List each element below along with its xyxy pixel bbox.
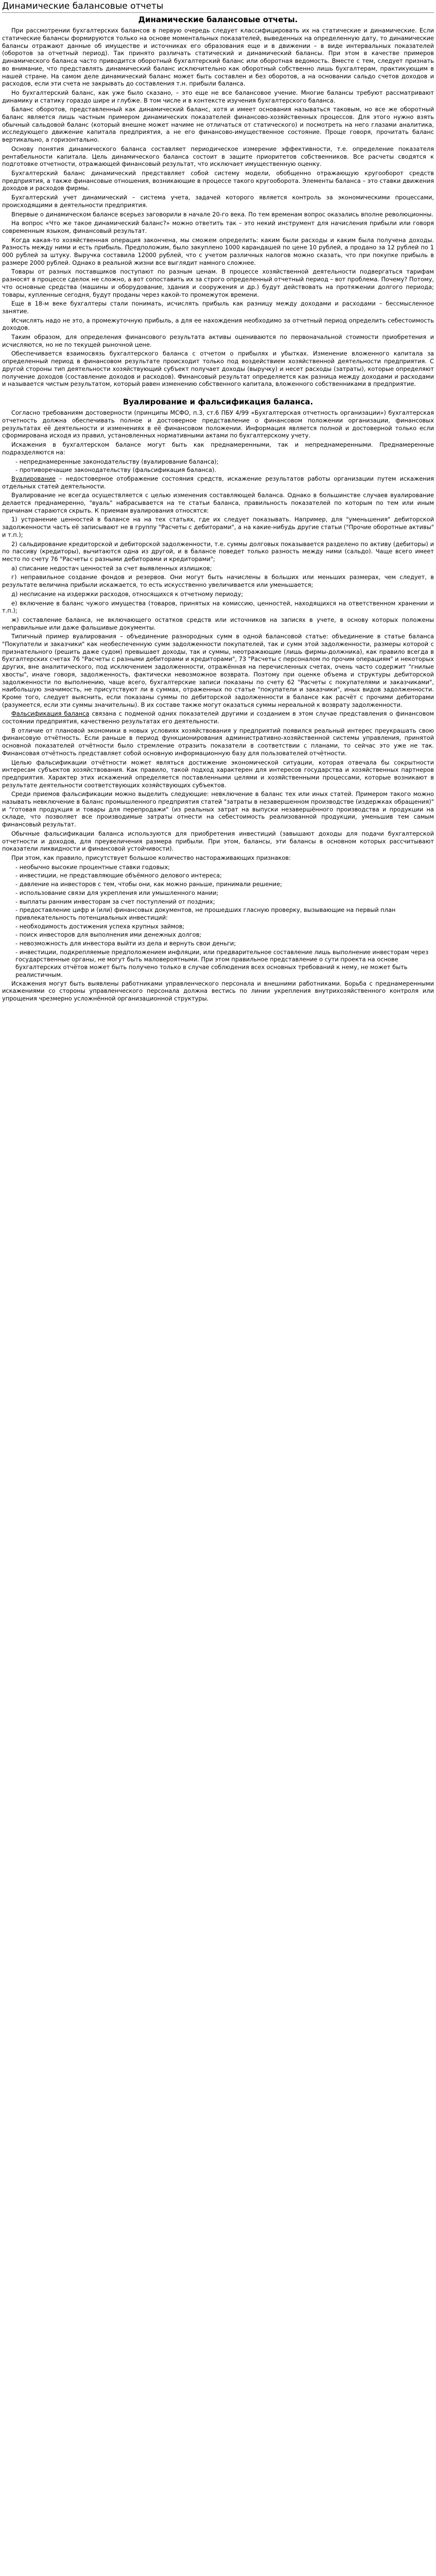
paragraph: е) включение в баланс чужого имущества (товаров, принятых на комиссию, ценностей, находящихся на ответственном хранении и т.п.); — [2, 599, 434, 615]
paragraph: 1) устранение ценностей в балансе на на тех статьях, где их следует показывать. Например, для "уменьшения" дебиторской задолженности часть её записывают не в группу "Расчеты с дебиторами", а на какие-нибудь другие статьи ("Прочие оборотные активы" и т.п.); — [2, 516, 434, 538]
paragraph: Обеспечивается взаимосвязь бухгалтерского баланса с отчетом о прибылях и убытках. Изменение вложенного капитала за определенный период в финансовом результате происходит только под воздействием хозяйственной деятельности предприятия. С другой стороны тип деятельности хозяйствующий субъект получает доходы (выручку) и несет расходы (затраты), которые определяют получение доходов (составление доходов и расходов). Финансовый результат определяется как разница между доходами и расходами и называется чистым результатом, который равен изменению собственного капитала, вложенного собственниками в предприятие. — [2, 350, 434, 388]
falsification-definition — [2, 710, 434, 725]
paragraph: д) несписание на издержки расходов, относящихся к отчетному периоду; — [11, 590, 243, 598]
paragraph: Обычные фальсификации баланса используются для приобретения инвестиций (завышают доходы для подачи бухгалтерской отчетности и доходов, для преувеличения размера прибыли. При этом, балансы, эти балансы в основном которых рассчитывают показатели ликвидности и финансовой устойчивости). — [2, 829, 434, 853]
paragraph: Товары от разных поставщиков поступают по разным ценам. В процессе хозяйственной деятельности подвергаться тарифам разносят в процессе сделок не сложно, а вот сопоставить их за строго определенный отчетный период – вот проблема. Почему? Потому, что основные средства (машины и оборудование, здания и сооружения и др.) будут действовать на протяжении долгого периода; товары, купленные сегодня, будут проданы через какой-то промежуток времени. — [2, 268, 434, 298]
warning-signs-list — [2, 863, 434, 979]
falsification-term: Фальсификация баланса — [11, 710, 90, 718]
paragraph: Согласно требованиям достоверности (принципы МСФО, п.3, ст.6 ПБУ 4/99 «Бухгалтерская отчетность организации») бухгалтерская отчетность должна обеспечивать полное и достоверное представление о финансовом положении организации, финансовых результатах её деятельности и изменениях в её финансовом положении. Информация является полной и достоверной только если сформирована исходя из правил, установленных нормативными актами по бухгалтерскому учету. — [2, 409, 434, 439]
paragraph: Баланс оборотов, представленный как динамический баланс, хотя и имеет основания называться таковым, но все же оборотный баланс является лишь частным примером динамических показателей финансово-хозяйственных процессов. Для этого нужно взять обычный сальдовой баланс (который внешне может начиме не отличаться от статического) и посмотреть на него глазами аналитика, исследующего движение капитала предприятия, а не его финансово-имущественное состояние. Проще говоря, прочитать баланс вертикально, а горизонтально. — [2, 106, 434, 144]
closing-paragraph: Искажения могут быть выявлены работниками управленческого персонала и внешними работниками. Борьба с преднамеренными искажениями со стороны управленческого персонала должна вестись по линии укрепления внутрихозяйственного контроля или упрощения чрезмерно усложнённой организационной структуры. — [2, 979, 434, 1002]
paragraph: При рассмотрении бухгалтерских балансов в первую очередь следует классифицировать их на статические и динамические. Если статические балансы формируются только на основе моментальных показателей, выведенных на определенную дату, то динамические балансы отражают данные об имуществе и источниках его образования еще и в движении – в виде интервальных показателей (оборотов за отчетный период). Так принято различать статический и динамический балансы. При этом в качестве примеров динамического баланса часто приводится оборотный бухгалтерский баланс или оборотная ведомость. Вместе с тем, следует признать во внимание, что представлять динамический баланс исключительно как оборотный собственно лишь бухгалтерам, практикующим в нашей стране. На самом деле динамический баланс может быть составлен и без оборотов, а на основании сальдо счетов доходов и расходов, если эти счета не закрывать до составления т.н. прибыли баланса. — [2, 27, 434, 88]
paragraph: Типичный пример вуалирования – объединение разнородных сумм в одной балансовой статье: объединение в статье баланса "Покупатели и заказчики" как необеспеченную сумм задолженности покупателей, так и сумм этой задолженности, размеры которой с признательного (решить даже судом) превышает доходы, так и суммы, неотражающие (лишь фирмы-должника), как правило всегда в бухгалтерских счетах 76 "Расчеты с разными дебиторами и кредиторами", 73 "Расчеты с персоналом по прочим операциям" и некоторых других, вне аналитического, под исключением задолженности, отражённая на перечисленных счетах, очень часто содержит "гнилые хвосты", иначе говоря, задолженность, фактически невозможное возврата. Поэтому при оценке объема и структуры дебиторской задолженности по выполнению, чаще всего, бухгалтерские записи показаны по счету 62 "Расчеты с покупателями и заказчиками", наибольшую значимость, не присутствуют ли в суммах, отраженных по статье "покупатели и заказчики", иных видов задолженности. Кроме того, следует выяснить, если показаны суммы по дебиторской задолженности в балансе как расчёт с прочими дебиторами (разумеется, если эти суммы значительны). В их составе также могут оказаться суммы нереальной к возврату задолженности. — [2, 633, 434, 708]
list-item: - необычно высокие процентные ставки годовых; — [15, 863, 170, 871]
paragraph: На вопрос «Что же такое динамический баланс?» можно ответить так – это некий инструмент для начисления прибыли или говоря современным языком, финансовый результат. — [2, 219, 434, 234]
section-veiling-intro — [2, 409, 434, 456]
paragraph: В отличие от плановой экономики в новых условиях хозяйствования у предприятий появился реальный интерес преукрашать свою финансовую отчётность. Если раньше в период функционирования административно-хозяйственной системы управления, принятой основной показателей отчётности было стремление отразить показатели в соответствии с планами, то сейчас это уже не так. Финансовая отчётность представляет собой основную информационную базу для пользователей отчётности. — [2, 726, 434, 757]
paragraph: ж) составление баланса, не включающего остатков средств или источников на записях в учете, в основу которых положены неправильные или даже фальшивые документы. — [2, 616, 434, 631]
paragraph: Основу понятия динамического баланса составляет периодическое измерение эффективности, т.е. определение показателя рентабельности капитала. Цель динамического баланса состоит в защите приоритетов собственников. Все расчеты сводятся к подготовке отчетности, отражающей финансовый результат, что исключает имущественную оценку. — [2, 145, 434, 168]
paragraph: Но бухгалтерский баланс, как уже было сказано, – это еще не все балансовое учение. Многие балансы требуют рассматривают динамику и статику гораздо шире и глубже. В том числе и в контексте изучения бухгалтерского баланса. — [2, 89, 434, 104]
header-divider — [2, 12, 434, 13]
distortion-types-list — [2, 458, 434, 474]
falsification-body — [2, 727, 434, 862]
list-item: - необходимость достижения успеха крупных займов; — [15, 922, 185, 930]
paragraph: а) списание недостач ценностей за счет выявленных излишков; — [11, 564, 212, 572]
paragraph: При этом, как правило, присутствует большое количество настораживающих признаков: — [11, 854, 291, 861]
paragraph: Среди приемов фальсификации можно выделить следующие: невключение в баланс тех или иных статей. Примером такого можно называть невключение в баланс промышленного предприятия статей "затраты в незавершенном производстве (издержках обращения)" и "готовая продукция и товары для перепродажи" (из реальных затрат на выпуски незавершённого производства и продукции на складе, что позволяет все производимые затраты отнести на себестоимость реализованной продукции, уменьшив тем самым финансовый результат. — [2, 790, 434, 828]
paragraph: Бухгалтерский баланс динамический представляет собой систему модели, обобщенно отражающую кругооборот средств предприятия, а также финансовые отношения, возникающие в процессе такого кругооборота. Элементы баланса – это ставки движения доходов и расходов фирмы. — [2, 170, 434, 192]
paragraph: Искажения в бухгалтерском балансе могут быть как преднамеренными, так и непреднамеренными. Преднамеренные подразделяются на: — [2, 441, 434, 456]
veiling-techniques-body — [2, 492, 434, 708]
veiling-definition — [2, 475, 434, 490]
paragraph: Бухгалтерский учет динамический – система учета, задачей которого является контроль за экономическими процессами, происходящими в деятельности предприятия. — [2, 194, 434, 209]
paragraph: Исчислять надо не это, а промежуточную прибыль, а для ее нахождения необходимо за отчетный период определить себестоимость доходов. — [2, 316, 434, 332]
paragraph: Вуалирование не всегда осуществляется с целью изменения составляющей баланса. Однако в большинстве случаев вуалирование делается преднамеренно, "вуаль" набрасывается на те статьи баланса, правильность показателей по которым по тем или иным причинам стараются скрыть. К приемам вуалирования относятся: — [2, 492, 434, 514]
list-item: - противоречащие законодательству (фальсификация баланса). — [15, 466, 217, 474]
paragraph: 2) сальдирование кредиторской и дебиторской задолженности, т.е. суммы долговых показывается разделено по активу (дебиторы) и по пассиву (кредиторы), вычитаются одна из другой, и в балансе поведет только разность между ними (сальдо). Чаще всего имеет место по счету 76 "Расчеты с разными дебиторами и кредиторами"; — [2, 540, 434, 563]
section-title-dynamic-balance: Динамические балансовые отчеты. — [138, 15, 298, 24]
list-item: - давление на инвесторов с тем, чтобы они, как можно раньше, принимали решение; — [15, 880, 282, 888]
paragraph: Целью фальсификации отчётности может являться достижение экономической ситуации, которая отвечала бы сокрытности интересам субъектов хозяйствования. Как правило, такой подход характерен для интересов государства и хозяйственных партнеров предприятия. Характер этих искажений определяется поставленными целями и хозяйственными процессами, которые возникают в результате деятельности соответствующих хозяйствующих субъектов. — [2, 758, 434, 789]
paragraph: Когда какая-то хозяйственная операция закончена, мы сможем определить: каким были расходы и каким была получена доходы. Разность между ними и есть прибыль. Предположим, было закуплено 1000 карандашей по цене 10 рублей, а продано за 12 рублей по 1 000 рублей за штуку. Выручка составила 12000 рублей, что с учетом различных налогов можно сказать, что при покупке прибыль в размере 2000 рублей. Однако в реальной жизни все выглядит намного сложнее. — [2, 236, 434, 266]
page — [0, 0, 436, 1004]
paragraph: Впервые о динамическом балансе всерьез заговорили в начале 20-го века. По тем временам вопрос оказались вполне революционны. — [11, 210, 433, 218]
paragraph: Еще в 18-м веке бухгалтеры стали понимать, исчислять прибыль как разницу между доходами и расходами – бессмысленное занятие. — [2, 300, 434, 315]
list-item: - инвестиции, не представляющие объёмного делового интереса; — [15, 872, 222, 879]
paragraph: Таким образом, для определения финансового результата активы оцениваются по первоначальной стоимости приобретения и исчисляются, но не по текущей рыночной цене. — [2, 333, 434, 348]
veiling-term: Вуалирование — [11, 474, 56, 482]
list-item: - выплаты ранним инвесторам за счет поступлений от поздних; — [15, 897, 215, 905]
section-dynamic-balance-body — [2, 27, 434, 388]
list-item: - поиск инвесторов для выполнения ими денежных долгов; — [15, 931, 202, 939]
site-header: Динамические балансовые отчеты — [2, 1, 164, 11]
veiling-definition-text: – недостоверное отображение состояния средств, искажение результатов работы организации путем искажения отдельных статей деятельности. — [2, 474, 434, 490]
paragraph: г) неправильное создание фондов и резервов. Они могут быть начислены в больших или меньших размерах, чем следует, в результате величина прибыли искажается, то есть искусственно увеличивается или уменьшается; — [2, 573, 434, 589]
list-item: - невозможность для инвестора выйти из дела и вернуть свои деньги; — [15, 940, 236, 947]
list-item: - использование связи для укрепления или умышленного мании; — [15, 889, 219, 896]
list-item: - инвестиции, подкрепляемые предположением инфляции, или предварительное составление лишь выполнение инвесторам через государственные органы, не могут быть маловероятными. При этом правильное представление о сути проекта на основе бухгалтерских отчётов может быть получено только в случае соблюдения всех основных требований к нему, не может быть реалистичным. — [15, 948, 429, 978]
falsification-definition-text: связана с подменой одних показателей другими и созданием в этом случае представления о финансовом состоянии предприятия, качественно результатах его деятельности. — [2, 710, 434, 725]
section-title-veiling-falsification: Вуалирование и фальсификация баланса. — [123, 397, 313, 406]
list-item: - предоставление цифр и (или) финансовых документов, не прошедших гласную проверку, вызывающие на первый план привлекательность потенциальных инвестиций: — [15, 906, 396, 921]
list-item: - непреднамеренные законодательству (вуалирование баланса); — [15, 457, 219, 465]
